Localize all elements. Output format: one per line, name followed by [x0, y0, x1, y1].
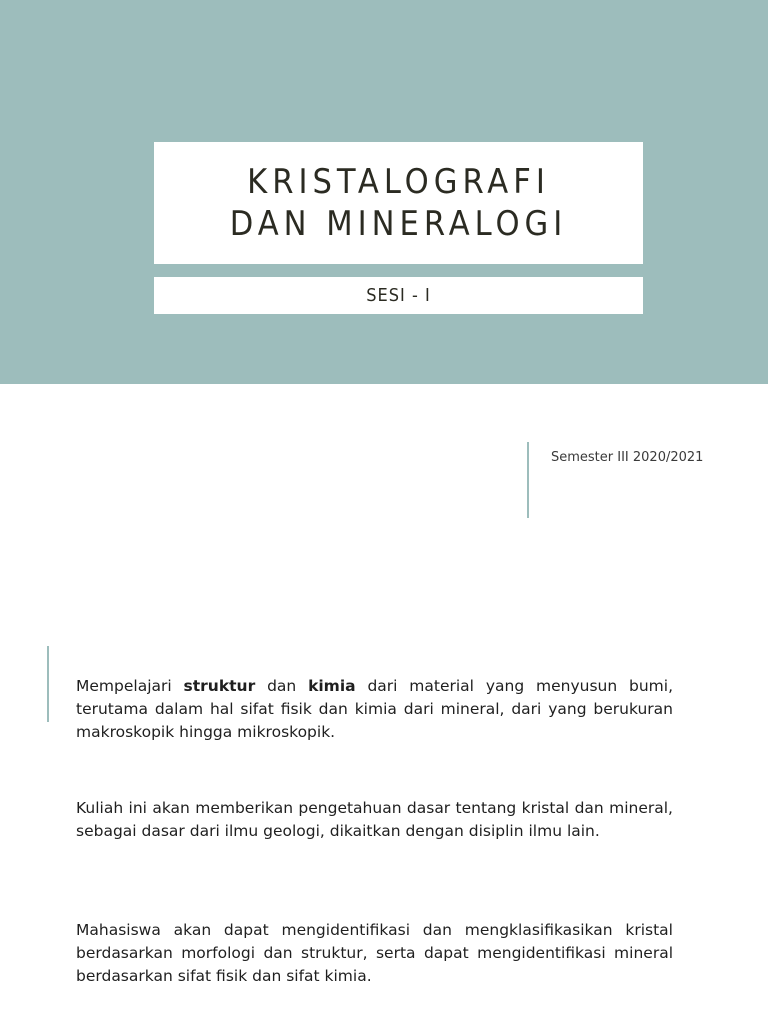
header-banner [0, 0, 768, 384]
paragraph-text: dan [255, 677, 309, 695]
subtitle-box [154, 277, 643, 314]
session-subtitle: SESI - I [366, 285, 431, 306]
semester-label: Semester III 2020/2021 [551, 450, 704, 465]
paragraph-description [76, 675, 673, 744]
paragraph-text: Mempelajari [76, 677, 184, 695]
semester-accent-line [527, 442, 529, 518]
paragraph-course: Kuliah ini akan memberikan pengetahuan dasar tentang kristal dan mineral, sebagai dasar dari ilmu geologi, dikaitkan dengan disiplin ilmu lain. [76, 799, 673, 840]
page-title: KRISTALOGRAFI DAN MINERALOGI [229, 162, 568, 244]
title-box [154, 142, 643, 264]
bold-keyword-kimia: kimia [308, 677, 356, 695]
paragraph-outcome: Mahasiswa akan dapat mengidentifikasi dan mengklasifikasikan kristal berdasarkan morfologi dan struktur, serta dapat mengidentifikasi mineral berdasarkan sifat fisik dan sifat kimia. [76, 921, 673, 985]
paragraph-text: dari material yang menyusun bumi, terutama dalam hal sifat fisik dan kimia dari mineral, dari yang berukuran makroskopik hingga mikroskopik. [76, 677, 673, 741]
bold-keyword-struktur: struktur [183, 677, 256, 695]
body-accent-line [47, 646, 49, 722]
